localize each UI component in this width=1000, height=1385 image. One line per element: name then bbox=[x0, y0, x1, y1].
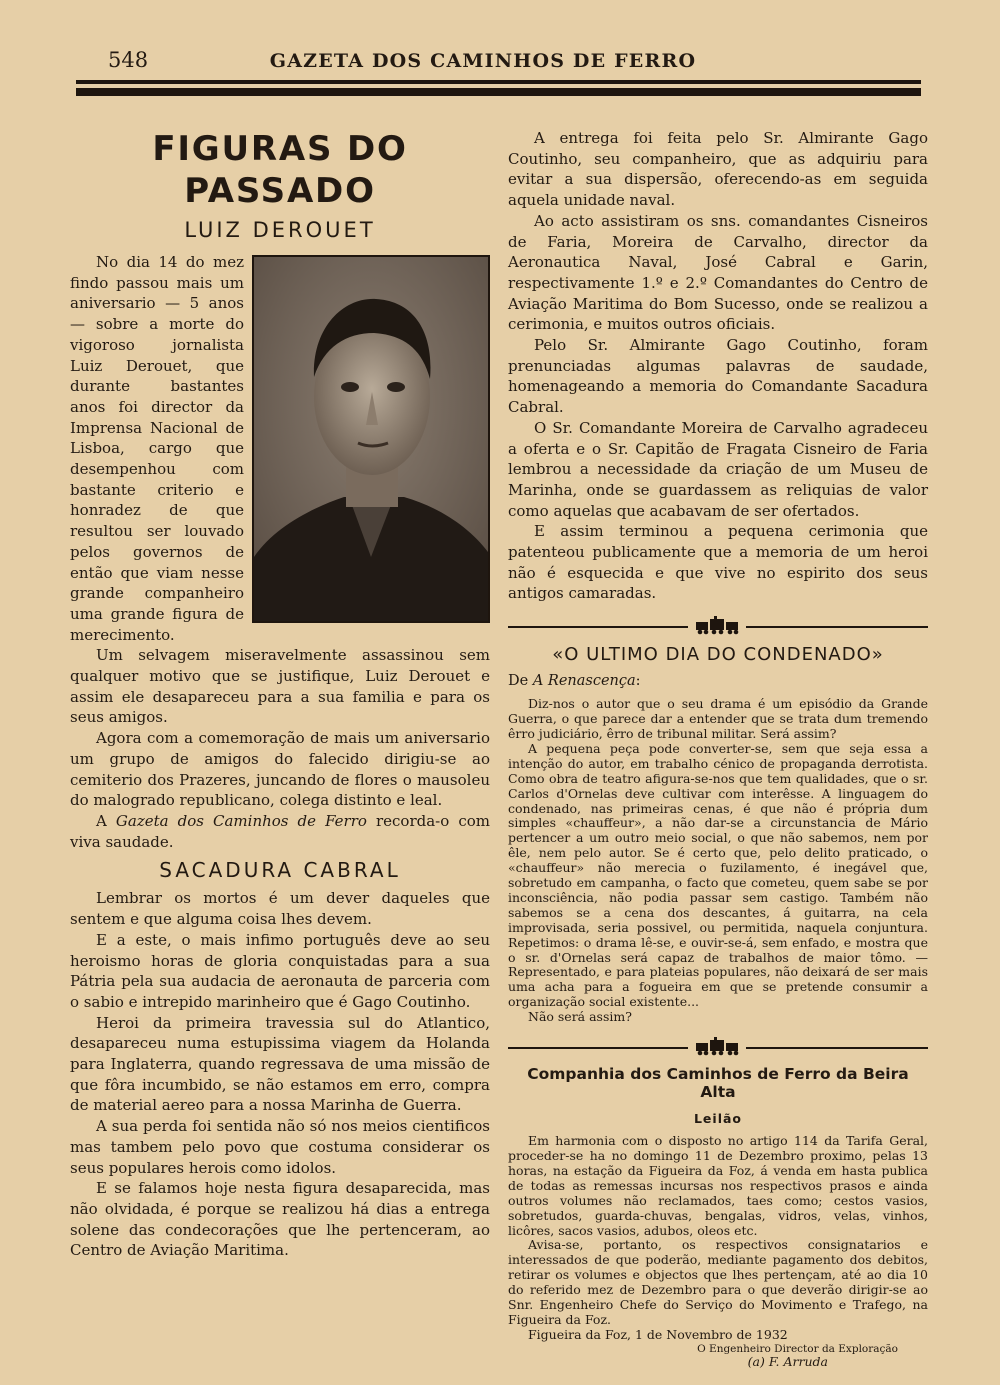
journal-title: GAZETA DOS CAMINHOS DE FERRO bbox=[269, 50, 697, 72]
quote-source-prefix: De bbox=[508, 673, 533, 690]
train-icon bbox=[694, 616, 742, 636]
article-continuation-paragraph: A entrega foi feita pelo Sr. Almirante Gago Coutinho, seu companheiro, que as adquiriu para evitar a sua dispersão, oferecendo-as em seguida aquela unidade naval. bbox=[508, 129, 928, 210]
quote-article-title: «O ULTIMO DIA DO CONDENADO» bbox=[552, 644, 884, 666]
page-number: 548 bbox=[108, 48, 149, 72]
article-paragraph: Agora com a comemoração de mais um aniversario um grupo de amigos do falecido dirigiu-se ao cemiterio dos Prazeres, juncando de flores o mausoleu do malogrado republicano, colega distinto e leal. bbox=[70, 729, 490, 810]
article-continuation-paragraph: Ao acto assistiram os sns. comandantes Cisneiros de Faria, Moreira de Carvalho, director da Aeronautica Naval, José Cabral e Garin, respectivamente 1.º e 2.º Comandantes do Centro de Aviação Maritima do Bom Sucesso, onde se realizou a cerimonia, e muitos outros oficiais. bbox=[508, 211, 928, 334]
notice-paragraph: Em harmonia com o disposto no artigo 114 da Tarifa Geral, proceder-se ha no domingo 11 de Dezembro proximo, pelas 13 horas, na estação da Figueira da Foz, á venda em hasta publica de todas as remessas incursas nos respectivos prasos e ainda outros volumes não reclamados, taes como; cestos vasios, sobretudos, guarda-chuvas, bengalas, vidros, velas, vinhos, licôres, sacos vasios, adubos, oleos etc. bbox=[508, 1133, 928, 1238]
section-divider bbox=[508, 612, 928, 638]
notice-signer-role: O Engenheiro Director da Exploração bbox=[697, 1342, 898, 1355]
divider-line-right bbox=[746, 626, 928, 628]
article-title: FIGURAS DO PASSADO bbox=[152, 129, 408, 211]
quote-source-suffix: : bbox=[635, 673, 641, 690]
section-paragraph: E a este, o mais infimo português deve ao seu heroismo horas de gloria conquistadas para a sua Pátria pela sua audacia de aeronauta de parceria com o sabio e intrepido marinheiro que é Gago Coutinho. bbox=[70, 930, 490, 1011]
article-paragraph: No dia 14 do mez findo passou mais um aniversario — 5 anos — sobre a morte do vigoroso jornalista Luiz Derouet, que durante bastantes anos foi director da Imprensa Nacional de Lisboa, cargo que desempenhou com bastante criterio e honradez de que resultou ser louvado pelos governos de então que viam nesse grande companheiro uma grande figura de merecimento. bbox=[70, 253, 244, 644]
notice-paragraph: Avisa-se, portanto, os respectivos consignatarios e interessados de que poderão, mediante pagamento dos debitos, retirar os volumes e objectos que lhes pertençam, até ao dia 10 do referido mez de Dezembro para o que deverão dirigir-se ao Snr. Engenheiro Chefe do Serviço do Movimento e Trafego, na Figueira da Foz. bbox=[508, 1237, 928, 1327]
portrait-icon bbox=[254, 257, 488, 621]
quote-paragraph: A pequena peça pode converter-se, sem que seja essa a intenção do autor, em trabalho cénico de propaganda derrotista. Como obra de teatro afigura-se-nos que tem qualidades, que o sr. Carlos d'Ornelas deve cultivar com interêsse. A linguagem do condenado, nas primeiras cenas, é que não é própria dum simples «chauffeur», a não dar-se a circunstancia de Mário pertencer a um outro meio social, o que não sabemos, nem por êle, nem pelo autor. Se é certo que, pelo delito praticado, o «chauffeur» não merecia o fuzilamento, é inegável que, sobretudo em campanha, o facto que cometeu, quem sabe se por inconsciência, não podia passar sem castigo. Também não sabemos se a cena dos descantes, á guitarra, na cela improvisada, seria possivel, ou permitida, naquela conjuntura. Repetimos: o drama lê-se, e ouvir-se-á, sem enfado, e mostra que o sr. d'Ornelas será capaz de trabalhos de maior tômo. — Representado, e para plateias populares, não deixará de ser mais uma acha para a fogueira em que se pretende consumir a organização social existente... bbox=[508, 740, 928, 1010]
notice-title: Companhia dos Caminhos de Ferro da Beira Alta bbox=[527, 1065, 909, 1102]
article-continuation-paragraph: Pelo Sr. Almirante Gago Coutinho, foram prenunciadas algumas palavras de saudade, homenageando a memoria do Comandante Sacadura Cabral. bbox=[508, 336, 928, 417]
header-rule-thin bbox=[76, 80, 921, 84]
section-paragraph: E se falamos hoje nesta figura desaparecida, mas não olvidada, é porque se realizou há dias a entrega solene das condecorações que lhe pertenceram, ao Centro de Aviação Maritima. bbox=[70, 1179, 490, 1260]
section-title: SACADURA CABRAL bbox=[159, 858, 401, 883]
article-paragraph-text: A Gazeta dos Caminhos de Ferro recorda-o com viva saudade. bbox=[70, 811, 490, 851]
left-column bbox=[70, 128, 490, 1261]
divider-line-left bbox=[508, 1047, 688, 1049]
notice-date: Figueira da Foz, 1 de Novembro de 1932 bbox=[528, 1326, 788, 1342]
section-paragraph: A sua perda foi sentida não só nos meios cientificos mas tambem pelo povo que costuma considerar os seus populares herois como idolos. bbox=[70, 1117, 490, 1177]
quote-source bbox=[508, 673, 928, 689]
article-subtitle: LUIZ DEROUET bbox=[184, 218, 376, 242]
quote-paragraph: Diz-nos o autor que o seu drama é um episódio da Grande Guerra, o que parece dar a entender que se trata dum tremendo êrro judiciário, êrro de tribunal militar. Será assim? bbox=[508, 696, 928, 741]
article-continuation-paragraph: O Sr. Comandante Moreira de Carvalho agradeceu a oferta e o Sr. Capitão de Fragata Cisneiro de Faria lembrou a necessidade da criação de um Museu de Marinha, onde se guardassem as reliquias de valor como aquelas que acabavam de ser ofertados. bbox=[508, 418, 928, 520]
article-continuation-paragraph: E assim terminou a pequena cerimonia que patenteou publicamente que a memoria de um heroi não é esquecida e que vive no espirito dos seus antigos camaradas. bbox=[508, 522, 928, 603]
right-column bbox=[508, 128, 928, 1369]
divider-line-right bbox=[746, 1047, 928, 1049]
notice-signer-name: (a) F. Arruda bbox=[747, 1353, 828, 1369]
section-paragraph: Heroi da primeira travessia sul do Atlantico, desapareceu numa estupissima viagem da Holanda para Inglaterra, quando regressava de uma missão de que fôra incumbido, se não estamos em erro, compra de material aereo para a nossa Marinha de Guerra. bbox=[70, 1013, 490, 1115]
train-icon bbox=[694, 1037, 742, 1057]
section-paragraph: Lembrar os mortos é um dever daqueles que sentem e que alguma coisa lhes devem. bbox=[70, 889, 490, 929]
portrait-photo bbox=[252, 255, 490, 623]
quote-paragraph: Não será assim? bbox=[528, 1009, 632, 1025]
notice-subtitle: Leilão bbox=[693, 1111, 743, 1127]
header-rule-thick bbox=[76, 88, 921, 96]
page-header bbox=[108, 46, 858, 76]
section-divider bbox=[508, 1033, 928, 1059]
divider-line-left bbox=[508, 626, 688, 628]
quote-source-name: A Renascença bbox=[532, 673, 636, 690]
article-paragraph bbox=[70, 811, 490, 852]
article-paragraph: Um selvagem miseravelmente assassinou sem qualquer motivo que se justifique, Luiz Derouet e assim ele desapareceu para a sua familia e para os seus amigos. bbox=[70, 646, 490, 727]
